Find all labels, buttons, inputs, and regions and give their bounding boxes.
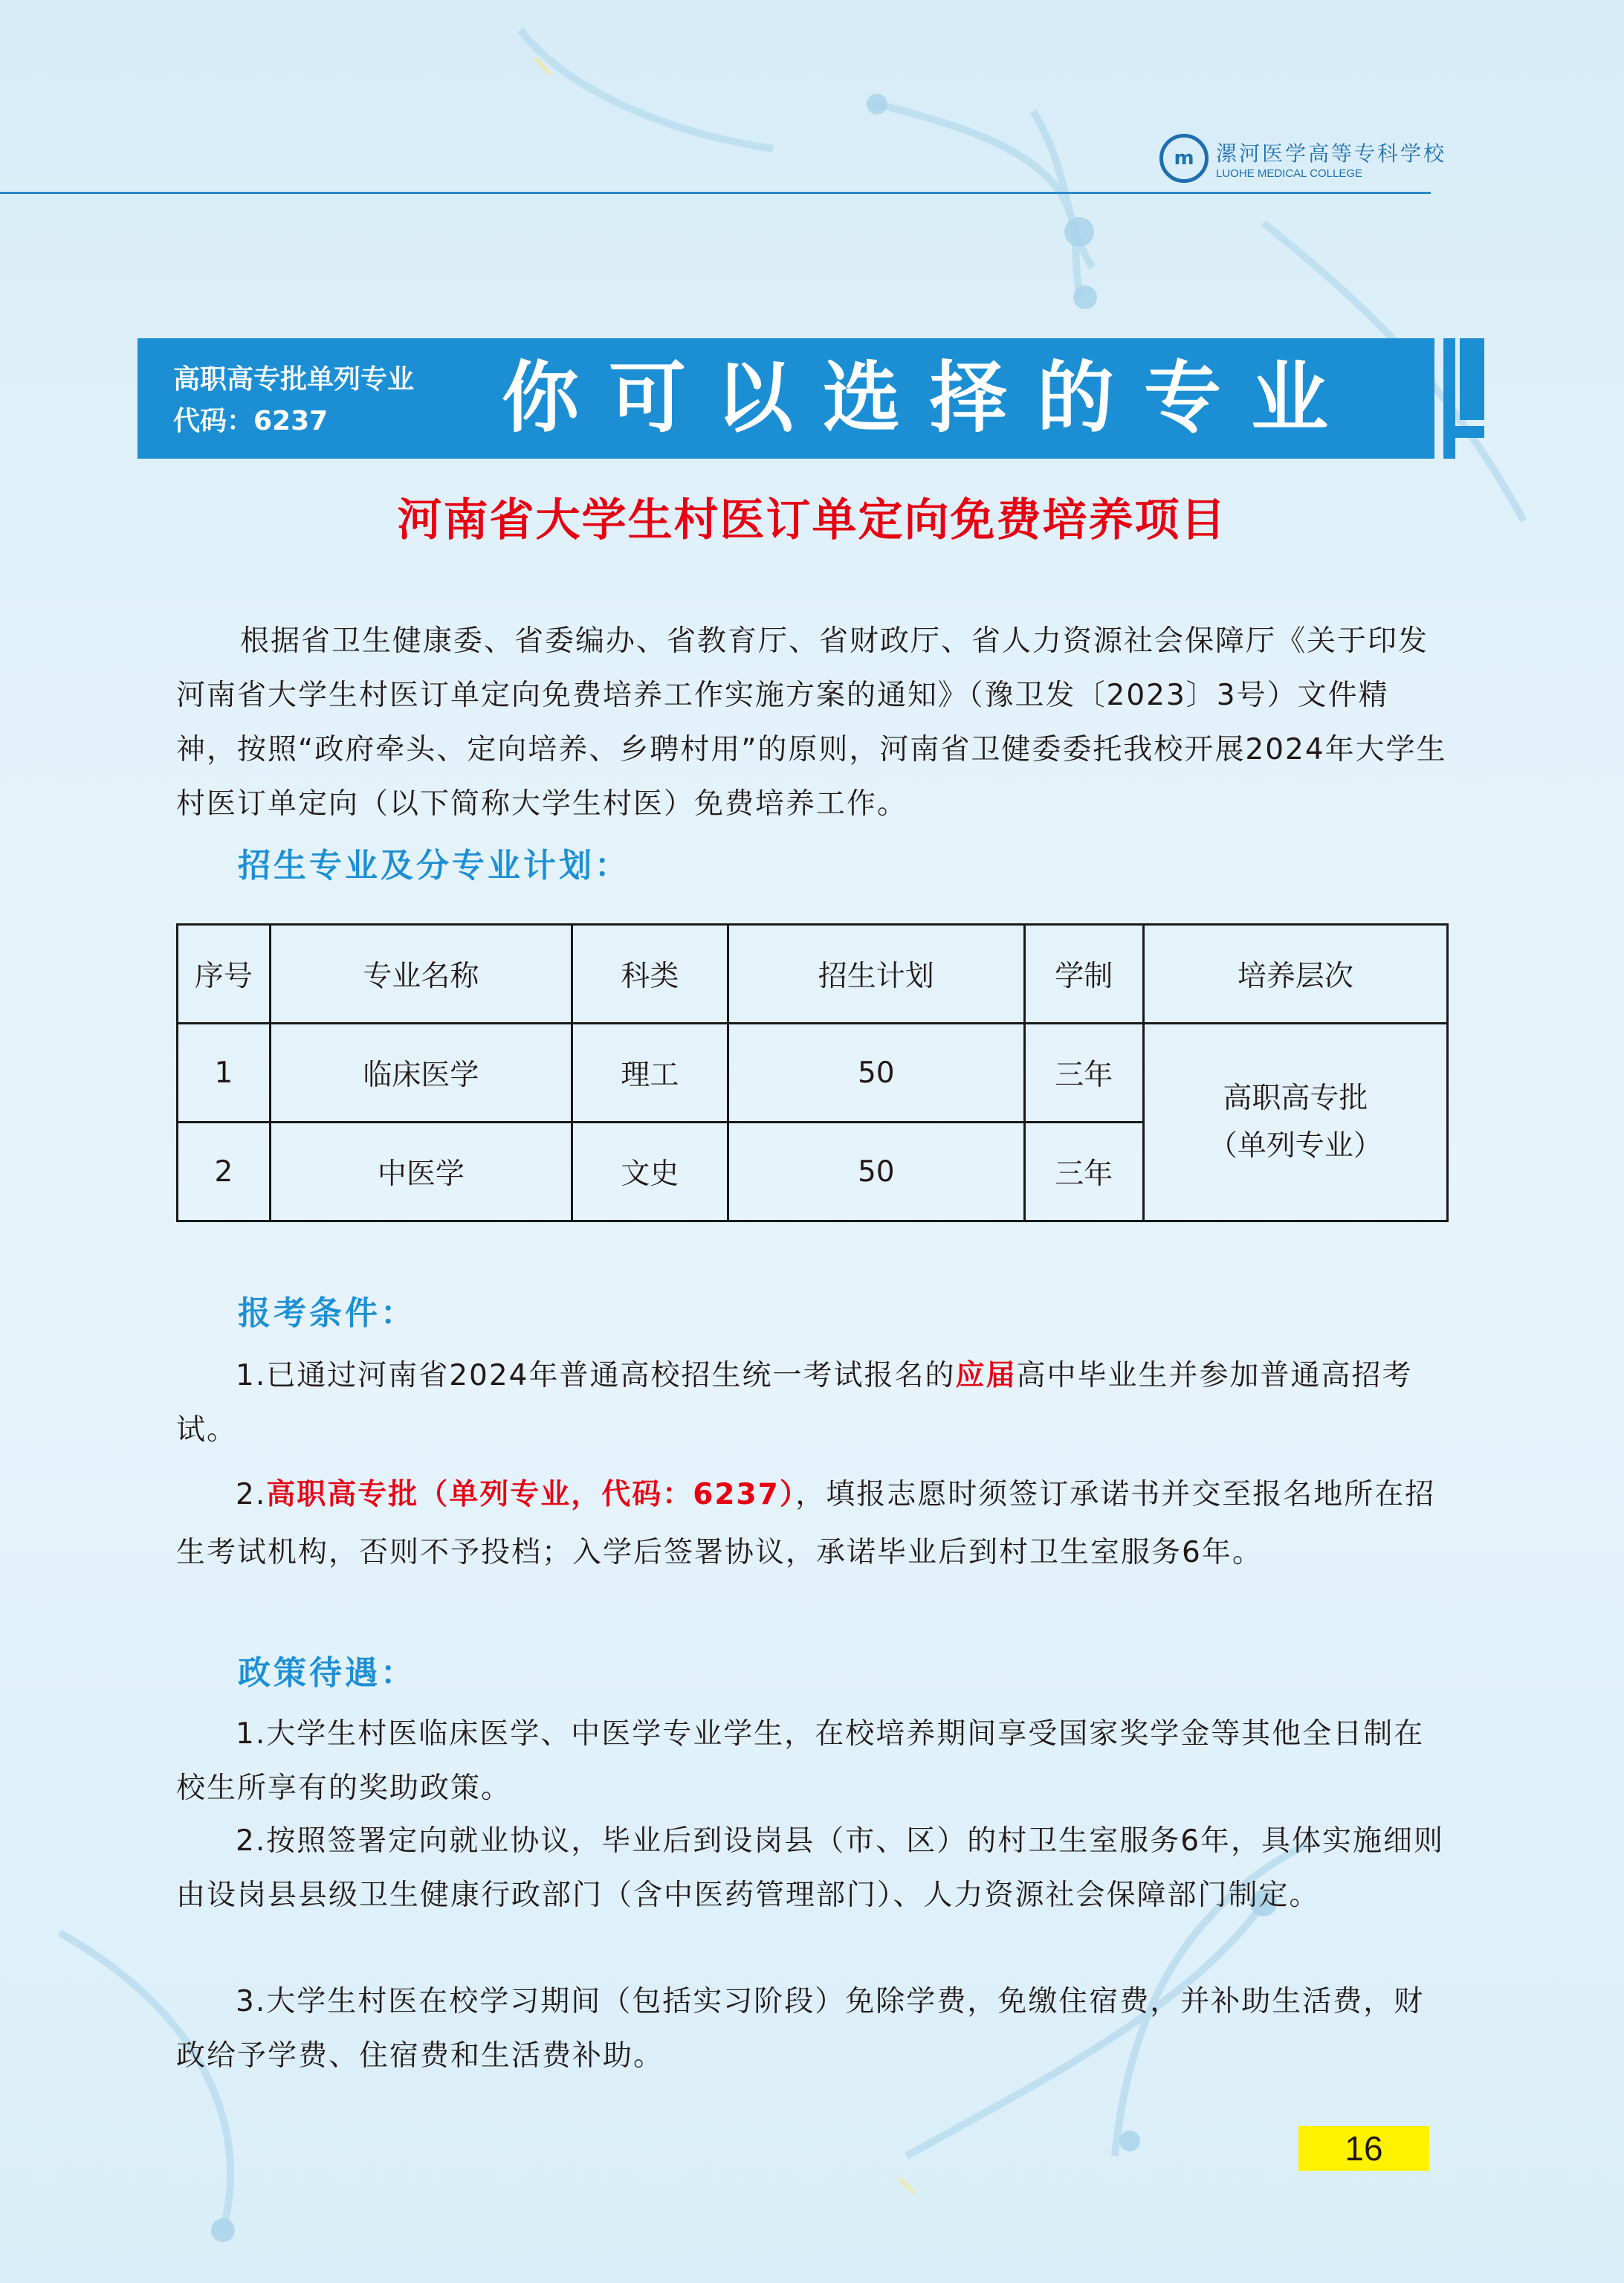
policy-item-1: 1.大学生村医临床医学、中医学专业学生，在校培养期间享受国家奖学金等其他全日制在校生所享有的奖助政策。: [176, 1717, 1425, 1805]
table-cell: 2: [178, 1123, 271, 1221]
condition-item-2: 2.高职高专批（单列专业，代码：6237），填报志愿时须签订承诺书并交至报名地所在招生考试机构，否则不予投档；入学后签署协议，承诺毕业后到村卫生室服务6年。: [176, 1478, 1436, 1569]
page-number: 16: [1298, 2126, 1429, 2171]
section-banner: [138, 338, 1434, 459]
table-header: 学制: [1024, 925, 1143, 1024]
college-logo: [1159, 134, 1446, 183]
table-header: 招生计划: [728, 925, 1024, 1024]
header-rule: [0, 192, 1431, 194]
table-header: 培养层次: [1143, 925, 1447, 1024]
training-level-cell: 高职高专批 （单列专业）: [1143, 1024, 1447, 1221]
table-cell: 三年: [1024, 1024, 1143, 1123]
table-header: 专业名称: [270, 925, 572, 1024]
banner-subtitle: 高职高专批单列专业 代码：6237: [173, 364, 415, 436]
table-cell: 50: [728, 1123, 1024, 1221]
table-header: 科类: [572, 925, 728, 1024]
logo-english-name: LUOHE MEDICAL COLLEGE: [1216, 167, 1362, 180]
college-emblem-icon: m: [1159, 134, 1209, 183]
banner-title: 你可以选择的专业: [502, 352, 1359, 443]
table-cell: 50: [728, 1024, 1024, 1123]
plan-heading: 招生专业及分专业计划：: [238, 847, 630, 885]
table-cell: 中医学: [270, 1123, 572, 1221]
banner-accent: [1443, 338, 1484, 459]
policy-item-3: 3.大学生村医在校学习期间（包括实习阶段）免除学费，免缴住宿费，并补助生活费，财政给予学费、住宿费和生活费补助。: [176, 1985, 1425, 2073]
table-cell: 临床医学: [270, 1024, 572, 1123]
table-header: 序号: [178, 925, 271, 1024]
page-title: 河南省大学生村医订单定向免费培养项目: [397, 494, 1227, 546]
table-cell: 理工: [572, 1024, 728, 1123]
table-header-row: [178, 925, 1448, 1024]
condition-item-1: 1.已通过河南省2024年普通高校招生统一考试报名的应届高中毕业生并参加普通高招考试。: [176, 1359, 1413, 1447]
policy-item-2: 2.按照签署定向就业协议，毕业后到设岗县（市、区）的村卫生室服务6年，具体实施细则由设岗县县级卫生健康行政部门（含中医药管理部门）、人力资源社会保障部门制定。: [176, 1824, 1445, 1912]
policy-heading: 政策待遇：: [238, 1654, 416, 1692]
logo-chinese-name: 漯河医学高等专科学校: [1216, 141, 1447, 166]
table-row: [178, 1024, 1448, 1123]
conditions-heading: 报考条件：: [238, 1294, 416, 1332]
table-cell: 三年: [1024, 1123, 1143, 1221]
table-cell: 文史: [572, 1123, 728, 1221]
enrollment-plan-table: [176, 923, 1449, 1222]
table-cell: 1: [178, 1024, 271, 1123]
intro-paragraph: 根据省卫生健康委、省委编办、省教育厅、省财政厅、省人力资源社会保障厅《关于印发河南省大学生村医订单定向免费培养工作实施方案的通知》（豫卫发〔2023〕3号）文件精神，按照“政府牵头、定向培养、乡聘村用”的原则，河南省卫健委委托我校开展2024年大学生村医订单定向（以下简称大学生村医）免费培养工作。: [176, 624, 1447, 821]
